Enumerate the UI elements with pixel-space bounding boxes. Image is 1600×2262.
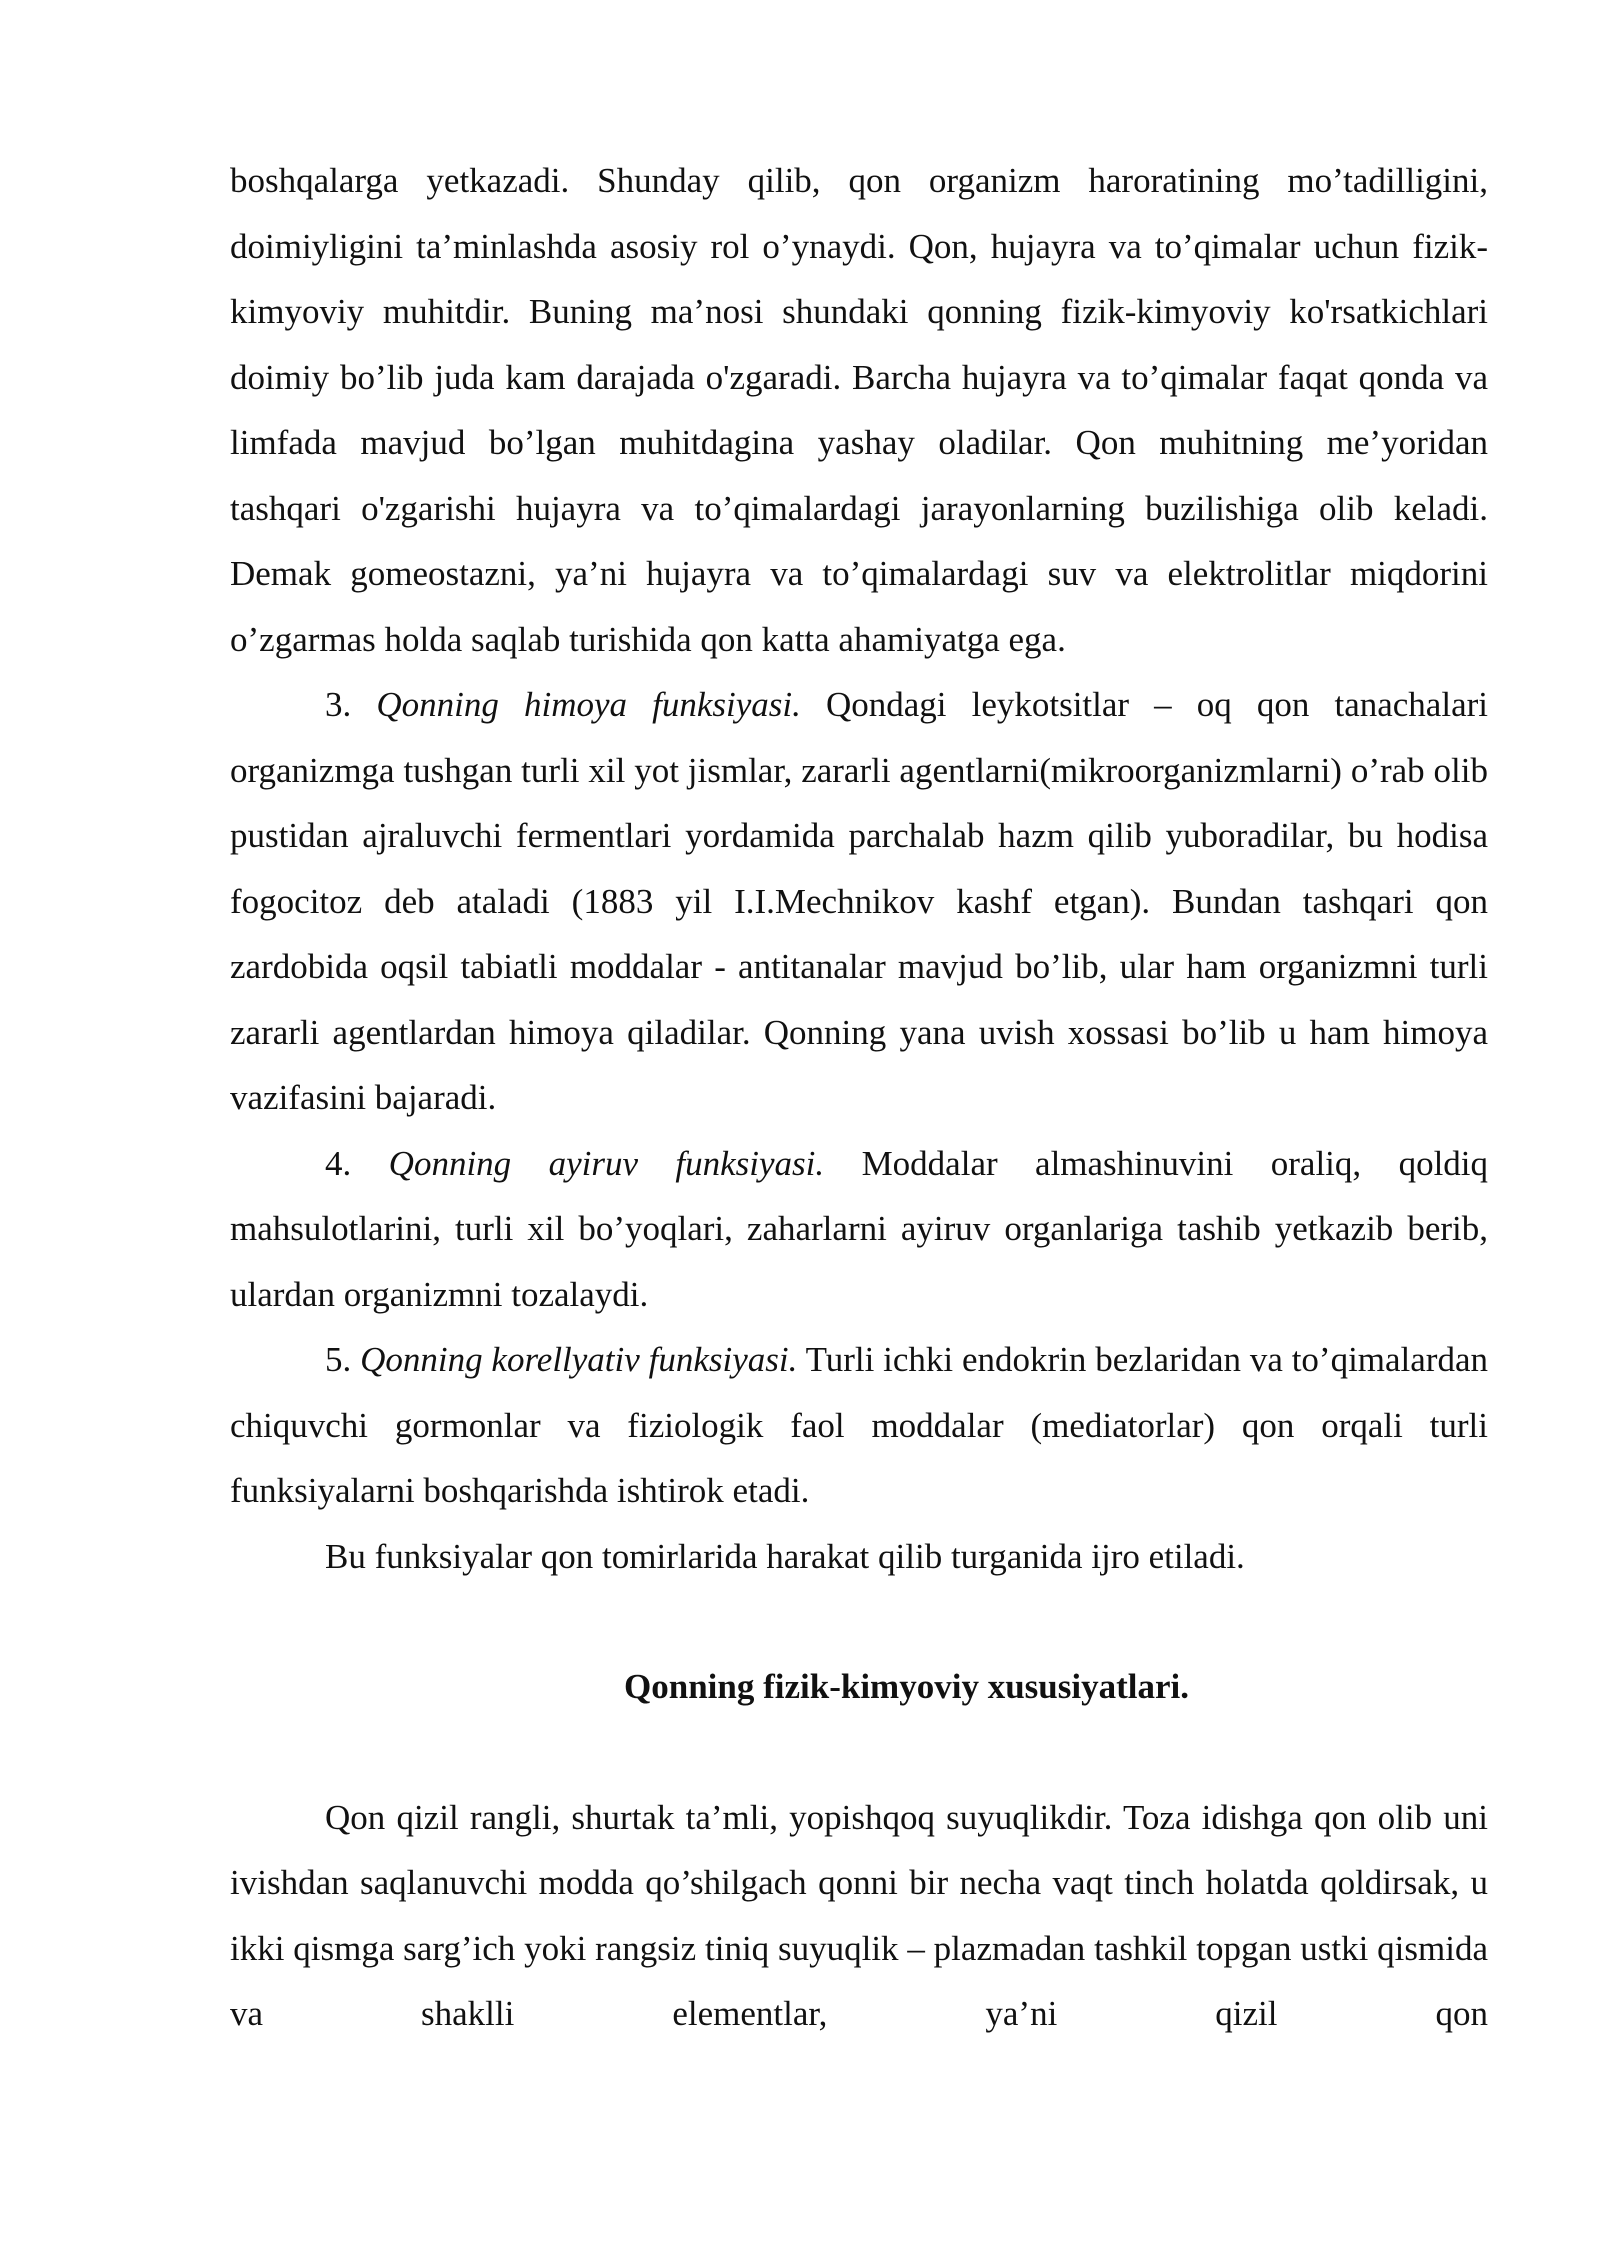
item-term: Qonning himoya funksiyasi. [376, 685, 801, 724]
item-text: Turli ichki endokrin bezlaridan va to’qimalardan chiquvchi gormonlar va fiziologik faol moddalar (mediatorlar) qon orqali turli funksiyalarni boshqarishda ishtirok etadi. [230, 1340, 1488, 1510]
item-term: Qonning ayiruv funksiyasi. [388, 1143, 825, 1183]
item-number: 4. [325, 1143, 352, 1183]
function-item-3 [230, 672, 1488, 1131]
item-number: 5. [325, 1340, 352, 1379]
summary-paragraph: Bu funksiyalar qon tomirlarida harakat qilib turganida ijro etiladi. [325, 1536, 1245, 1576]
item-number: 3. [325, 685, 352, 724]
item-text: Moddalar almashinuvini oraliq, qoldiq mahsulotlarini, turli xil bo’yoqlari, zaharlarni ayiruv organlariga tashib yetkazib berib, ulardan organizmni tozalaydi. [230, 1143, 1489, 1314]
function-item-5 [230, 1327, 1488, 1524]
item-text: Qondagi leykotsitlar – oq qon tanachalari organizmga tushgan turli xil yot jismlar, zararli agentlarni(mikroorganizmlarni) o’rab olib pustidan ajraluvchi fermentlari yordamida parchalab hazm qilib yuboradilar, bu hodisa fogocitoz deb ataladi (1883 yil I.I.Mechnikov kashf etgan). Bundan tashqari qon zardobida oqsil tabiatli moddalar - antitanalar mavjud bo’lib, ular ham organizmni turli zararli agentlardan himoya qiladilar. Qonning yana uvish xossasi bo’lib u ham himoya vazifasini bajaradi. [230, 685, 1488, 1117]
document-page [230, 148, 1488, 2047]
section-heading: Qonning fizik-kimyoviy xususiyatlari. [624, 1667, 1189, 1706]
function-item-4 [230, 1131, 1488, 1328]
paragraph-continued: boshqalarga yetkazadi. Shunday qilib, qon organizm haroratining mo’tadilligini, doimiyligini ta’minlashda asosiy rol o’ynaydi. Qon, hujayra va to’qimalar uchun fizik-kimyoviy muhitdir. Buning ma’nosi shundaki qonning fizik-kimyoviy ko'rsatkichlari doimiy bo’lib juda kam darajada o'zgaradi. Barcha hujayra va to’qimalar faqat qonda va limfada mavjud bo’lgan muhitdagina yashay oladilar. Qon muhitning me’yoridan tashqari o'zgarishi hujayra va to’qimalardagi jarayonlarning buzilishiga olib keladi. Demak gomeostazni, ya’ni hujayra va to’qimalardagi suv va elektrolitlar miqdorini o’zgarmas holda saqlab turishida qon katta ahamiyatga ega. [230, 161, 1488, 659]
paragraph-last: Qon qizil rangli, shurtak ta’mli, yopishqoq suyuqlikdir. Toza idishga qon olib uni ivishdan saqlanuvchi modda qo’shilgach qonni bir necha vaqt tinch holatda qoldirsak, u ikki qismga sarg’ich yoki rangsiz tiniq suyuqlik – plazmadan tashkil topgan ustki qismida va shaklli elementlar, ya’ni qizil qon [230, 1797, 1488, 2033]
item-term: Qonning korellyativ funksiyasi. [360, 1340, 798, 1379]
